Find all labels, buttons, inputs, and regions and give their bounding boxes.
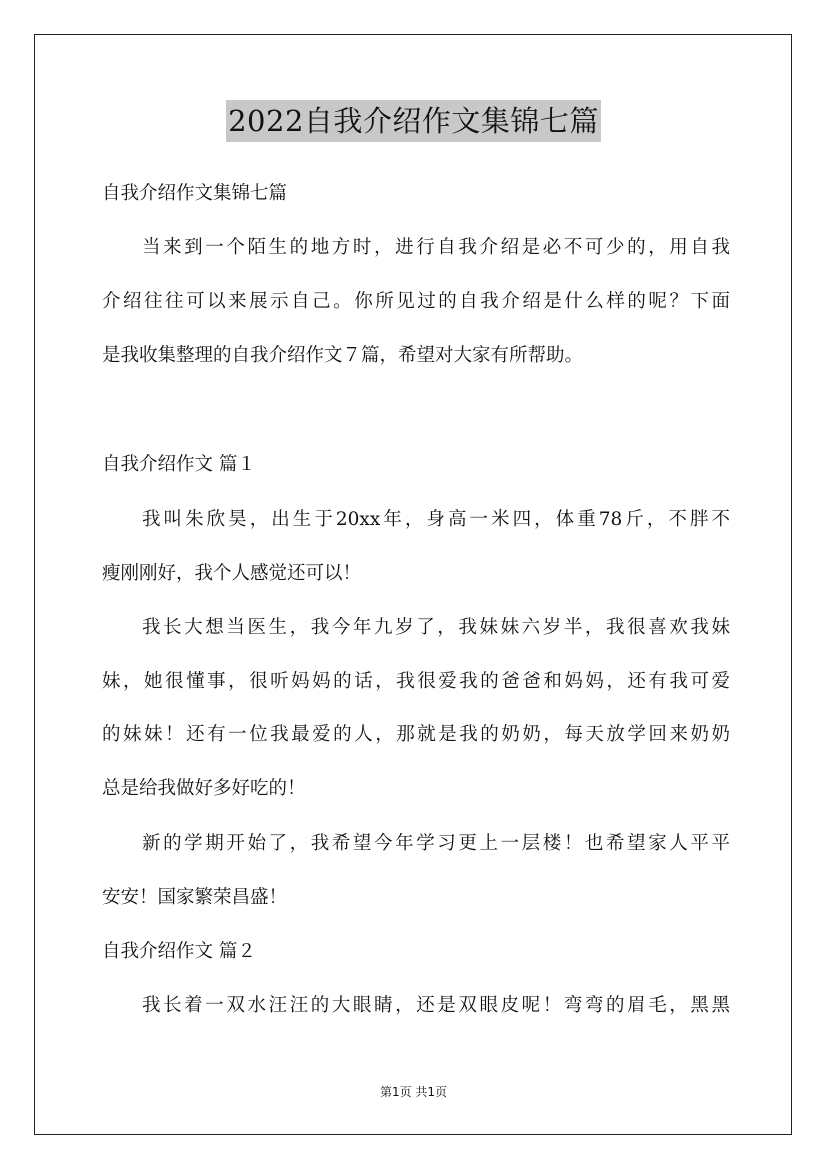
intro-line-3: 是我收集整理的自我介绍作文７篇，希望对大家有所帮助。 — [102, 345, 584, 366]
section1-p2-line-2: 妹，她很懂事，很听妈妈的话，我很爱我的爸爸和妈妈，还有我可爱 — [102, 671, 730, 692]
section1-p3-line-2: 安安！国家繁荣昌盛！ — [102, 887, 288, 908]
page-footer: 第1页 共1页 — [379, 1085, 448, 1099]
title-container — [0, 100, 827, 142]
section1-p2-line-4: 总是给我做好多好吃的！ — [102, 778, 306, 799]
document-title: 2022自我介绍作文集锦七篇 — [226, 100, 601, 142]
section1-p2-line-3: 的妹妹！还有一位我最爱的人，那就是我的奶奶，每天放学回来奶奶 — [102, 724, 730, 745]
section1-p1-line-1: 我叫朱欣昊，出生于20xx年，身高一米四，体重78斤，不胖不 — [142, 509, 730, 530]
section1-p1-line-2: 瘦刚刚好，我个人感觉还可以！ — [102, 563, 362, 584]
section1-p2-line-1: 我长大想当医生，我今年九岁了，我妹妹六岁半，我很喜欢我妹 — [142, 617, 730, 638]
section2-p1-line-1: 我长着一双水汪汪的大眼睛，还是双眼皮呢！弯弯的眉毛，黑黑 — [142, 995, 730, 1016]
document-subtitle: 自我介绍作文集锦七篇 — [102, 183, 288, 204]
section1-p3-line-1: 新的学期开始了，我希望今年学习更上一层楼！也希望家人平平 — [142, 833, 730, 854]
intro-line-1: 当来到一个陌生的地方时，进行自我介绍是必不可少的，用自我 — [142, 237, 730, 258]
section2-heading: 自我介绍作文 篇２ — [102, 941, 256, 962]
intro-line-2: 介绍往往可以来展示自己。你所见过的自我介绍是什么样的呢？下面 — [102, 291, 730, 312]
section1-heading: 自我介绍作文 篇１ — [102, 454, 256, 475]
